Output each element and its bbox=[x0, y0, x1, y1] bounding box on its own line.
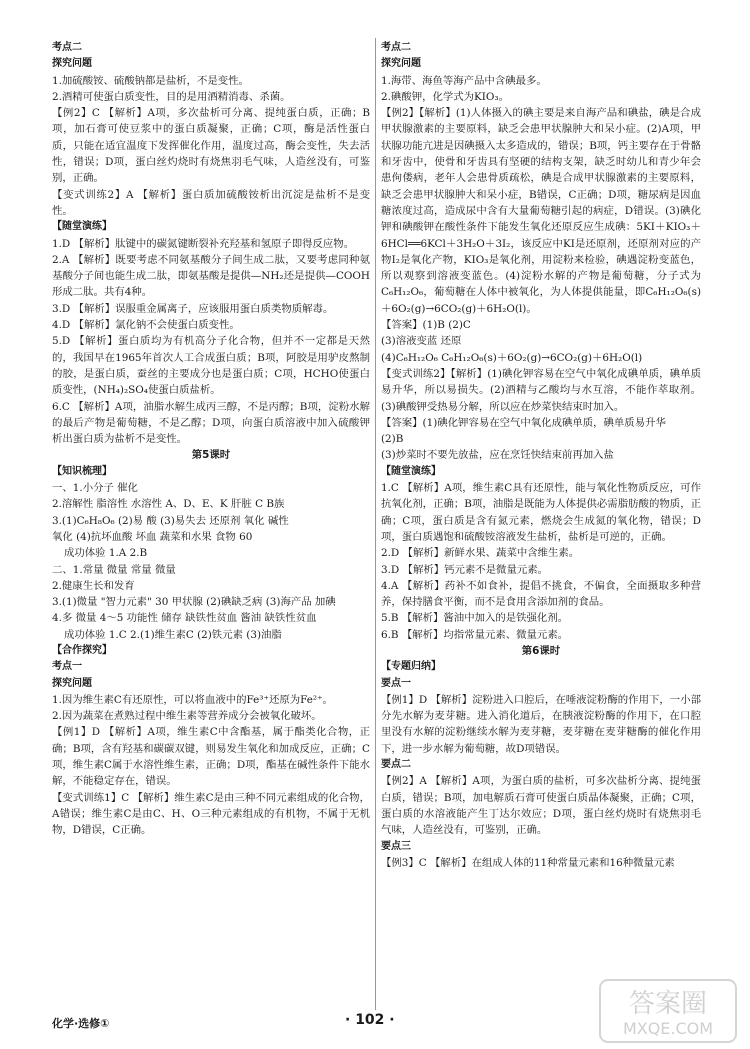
text-line: 【例1】D 【解析】A项，维生素C中含酯基，属于酯类化合物，正确；B项，含有羟基和碳碳双键，则易发生氧化和加成反应，正确；C项，维生素C属于水溶性维生素，正确；D项，酯基在碱性条件下能水解，不能稳定存在，错误。 bbox=[52, 726, 370, 788]
text-line: 【例2】A 【解析】A项，为蛋白质的盐析，可多次盐析分离、提纯蛋白质，错误；B项，加电解质石膏可使蛋白质晶体凝聚，正确；C项，蛋白质的水溶液能产生丁达尔效应；D项，蛋白丝灼烧时有烧焦羽毛气味，人造丝没有，可鉴别，正确。 bbox=[381, 775, 701, 837]
page-number: · 102 · bbox=[345, 1012, 395, 1028]
text-line: (3)炒菜时不要先放盐，应在烹饪快结束前再加入盐 bbox=[381, 449, 614, 462]
text-line: 4.A 【解析】药补不如食补，提倡不挑食，不偏食，全面摄取多种营养，保持膳食平衡，而不是食用含添加剂的食品。 bbox=[381, 579, 701, 609]
left-column bbox=[52, 40, 370, 839]
text-line: 要点二 bbox=[381, 759, 411, 771]
text-line: 第5课时 bbox=[191, 449, 231, 462]
text-line: 2.因为蔬菜在煮熟过程中维生素等营养成分会被氧化破坏。 bbox=[52, 710, 322, 723]
text-line: 【答案】(1)B (2)C bbox=[381, 319, 471, 332]
text-line: 【随堂演练】 bbox=[381, 465, 441, 477]
text-line: 3.(1)微量 "智力元素" 30 甲状腺 (2)碘缺乏病 (3)海产品 加碘 bbox=[52, 596, 336, 609]
text-line: (4)C₆H₁₂O₆ C₆H₁₂O₆(s)＋6O₂(g)→6CO₂(g)＋6H₂O(l) bbox=[381, 351, 643, 364]
text-line: 4.多 微量 4～5 功能性 储存 缺铁性贫血 酱油 缺铁性贫血 bbox=[52, 612, 317, 625]
text-line: 5.D 【解析】蛋白质均为有机高分子化合物，但并不一定都是天然的，我国早在1965年首次人工合成蛋白质；B项，阿胶是用驴皮熬制的胶，是蛋白质，蚕丝的主要成分也是蛋白质；C项，HCHO使蛋白质变性，(NH₄)₂SO₄使蛋白质盐析。 bbox=[52, 335, 370, 397]
text-line: 第6课时 bbox=[521, 644, 561, 657]
text-line: 成功体验 1.C 2.(1)维生素C (2)铁元素 (3)油脂 bbox=[64, 628, 282, 641]
text-line: 2.A 【解析】既要考虑不同氨基酸分子间生成二肽，又要考虑同种氨基酸分子间也能生成二肽，即氨基酸是提供—NH₂还是提供—COOH形成二肽。共有4种。 bbox=[52, 253, 370, 299]
text-line: 6.B 【解析】均指常量元素、微量元素。 bbox=[381, 628, 569, 641]
text-line: 探究问题 bbox=[52, 677, 92, 689]
text-line: 3.D 【解析】误服重金属离子，应该服用蛋白质类物质解毒。 bbox=[52, 302, 334, 315]
text-line: 3.D 【解析】钙元素不是微量元素。 bbox=[381, 563, 549, 576]
text-line: 【变式训练2】【解析】(1)碘化钾容易在空气中氧化成碘单质，碘单质易升华，所以易损失。(2)酒精与乙酸均与水互溶，不能作萃取剂。(3)碘酸钾受热易分解，所以应在炒菜快结束时加入。 bbox=[381, 367, 701, 413]
text-line: 氧化 (4)抗坏血酸 坏血 蔬菜和水果 食物 60 bbox=[52, 530, 253, 543]
text-line: 1.加硫酸铵、硫酸钠都是盐析，不是变性。 bbox=[52, 74, 249, 87]
text-line: 【变式训练1】C 【解析】维生素C是由三种不同元素组成的化合物，A错误；维生素C是由C、H、O三种元素组成的有机物，不属于无机物，D错误，C正确。 bbox=[52, 791, 370, 837]
text-line: 1.C 【解析】A项，维生素C具有还原性，能与氧化性物质反应，可作抗氧化剂，正确；B项，油脂是既能为人体提供必需脂肪酸的物质，正确；C项，蛋白质是含有氮元素，燃烧会生成氮的氧化物，错误；D项，蛋白质遇饱和硫酸铵溶液发生盐析，盐析是可逆的，正确。 bbox=[381, 482, 701, 543]
text-line: 【答案】(1)碘化钾容易在空气中氧化成碘单质，碘单质易升华 bbox=[381, 416, 666, 429]
text-line: 1.海带、海鱼等海产品中含碘最多。 bbox=[381, 74, 547, 87]
svg-text:MXQE.COM: MXQE.COM bbox=[622, 1019, 714, 1038]
watermark-logo bbox=[598, 978, 738, 1044]
text-line: 成功体验 1.A 2.B bbox=[64, 547, 148, 560]
text-line: 考点二 bbox=[52, 42, 82, 53]
column-divider bbox=[375, 38, 376, 1010]
text-line: 一、1.小分子 催化 bbox=[52, 482, 138, 495]
text-line: 要点三 bbox=[381, 840, 411, 852]
text-line: 1.因为维生素C有还原性，可以将血液中的Fe³⁺还原为Fe²⁺。 bbox=[52, 693, 333, 706]
text-line: 探究问题 bbox=[52, 58, 92, 70]
text-line: 考点二 bbox=[381, 42, 411, 53]
text-line: 【变式训练2】A 【解析】蛋白质加硫酸铵析出沉淀是盐析不是变性。 bbox=[52, 188, 370, 217]
right-column bbox=[381, 40, 701, 871]
text-line: 【例3】C 【解析】在组成人体的11种常量元素和16种微量元素 bbox=[381, 856, 675, 869]
text-line: 探究问题 bbox=[381, 58, 421, 70]
text-line: 二、1.常量 微量 常量 微量 bbox=[52, 563, 176, 576]
text-line: 【专题归纳】 bbox=[381, 661, 441, 673]
text-line: 【知识梳理】 bbox=[52, 465, 112, 477]
text-line: 2.酒精可使蛋白质变性，目的是用酒精消毒、杀菌。 bbox=[52, 90, 291, 103]
text-line: 2.碘酸钾，化学式为KIO₃。 bbox=[381, 90, 509, 103]
svg-text:答案圈: 答案圈 bbox=[628, 989, 708, 1019]
text-line: 3.(1)C₆H₈O₆ (2)易 酸 (3)易失去 还原剂 氧化 碱性 bbox=[52, 514, 289, 527]
text-line: 【例2】C 【解析】A项，多次盐析可分离、提纯蛋白质，正确；B项，加石膏可使豆浆中的蛋白质凝聚，正确；C项，酶是活性蛋白质，只能在适宜温度下发挥催化作用，温度过高，酶会变性，失去活性，错误；D项，蛋白丝灼烧时有烧焦羽毛气味，人造丝没有，可鉴别，正确。 bbox=[52, 107, 370, 185]
text-line: 【例1】D 【解析】淀粉进入口腔后，在唾液淀粉酶的作用下，一小部分先水解为麦芽糖。进入消化道后，在胰液淀粉酶的作用下，在口腔里没有水解的淀粉继续水解为麦芽糖，麦芽糖在麦芽糖酶的催化作用下，进一步水解为葡萄糖，故D项错误。 bbox=[381, 693, 701, 755]
text-line: 【随堂演练】 bbox=[52, 221, 112, 233]
text-line: 【例2】【解析】(1)人体摄入的碘主要是来自海产品和碘盐，碘是合成甲状腺激素的主要原料，缺乏会患甲状腺肿大和呆小症。(2)A项，甲状腺功能亢进是因碘摄入太多造成的，错误；B项，钙主要存在于骨骼和牙齿中，使骨和牙齿具有坚硬的结构支架，缺乏时幼儿和青少年会患佝偻病，老年人会患骨质疏松，碘是合成甲状腺激素的主要原料，缺乏会患甲状腺肿大和呆小症，B错误，C正确；D项，糖尿病是因血糖浓度过高，造成尿中含有大量葡萄糖引起的病症，D错误。(3)碘化钾和碘酸钾在酸性条件下能发生氧化还原反应生成碘：5KI＋KIO₃＋6HCl══6KCl＋3H₂O＋3I₂，该反应中KI是还原剂，还原剂对应的产物I₂是氧化产物，KIO₃是氧化剂，用淀粉来检验，碘遇淀粉变蓝色，所以观察到溶液变蓝色。(4)淀粉水解的产物是葡萄糖，分子式为C₆H₁₂O₆，葡萄糖在人体中被氧化，为人体提供能量，即C₆H₁₂O₆(s)＋6O₂(g)→6CO₂(g)＋6H₂O(l)。 bbox=[381, 107, 701, 315]
text-line: 2.健康生长和发育 bbox=[52, 579, 135, 592]
text-line: 考点一 bbox=[52, 661, 82, 673]
text-line: 【合作探究】 bbox=[52, 644, 112, 656]
text-line: 5.B 【解析】酱油中加入的是铁强化剂。 bbox=[381, 612, 569, 625]
text-line: 6.C 【解析】A项，油脂水解生成丙三醇，不是丙醇；B项，淀粉水解的最后产物是葡萄糖，不是乙醇；D项，向蛋白质溶液中加入硫酸钾析出蛋白质为盐析不是变性。 bbox=[52, 400, 370, 446]
text-line: 1.D 【解析】肽键中的碳氮键断裂补充羟基和氢原子即得反应物。 bbox=[52, 237, 355, 250]
text-line: 2.D 【解析】新鲜水果、蔬菜中含维生素。 bbox=[381, 547, 580, 560]
text-line: (3)溶液变蓝 还原 bbox=[381, 335, 462, 348]
text-line: 要点一 bbox=[381, 677, 411, 689]
subject-label: 化学·选修① bbox=[52, 1017, 110, 1030]
text-line: 4.D 【解析】氯化钠不会使蛋白质变性。 bbox=[52, 319, 240, 332]
text-line: (2)B bbox=[381, 433, 404, 446]
text-line: 2.溶解性 脂溶性 水溶性 A、D、E、K 肝脏 C B族 bbox=[52, 498, 285, 511]
